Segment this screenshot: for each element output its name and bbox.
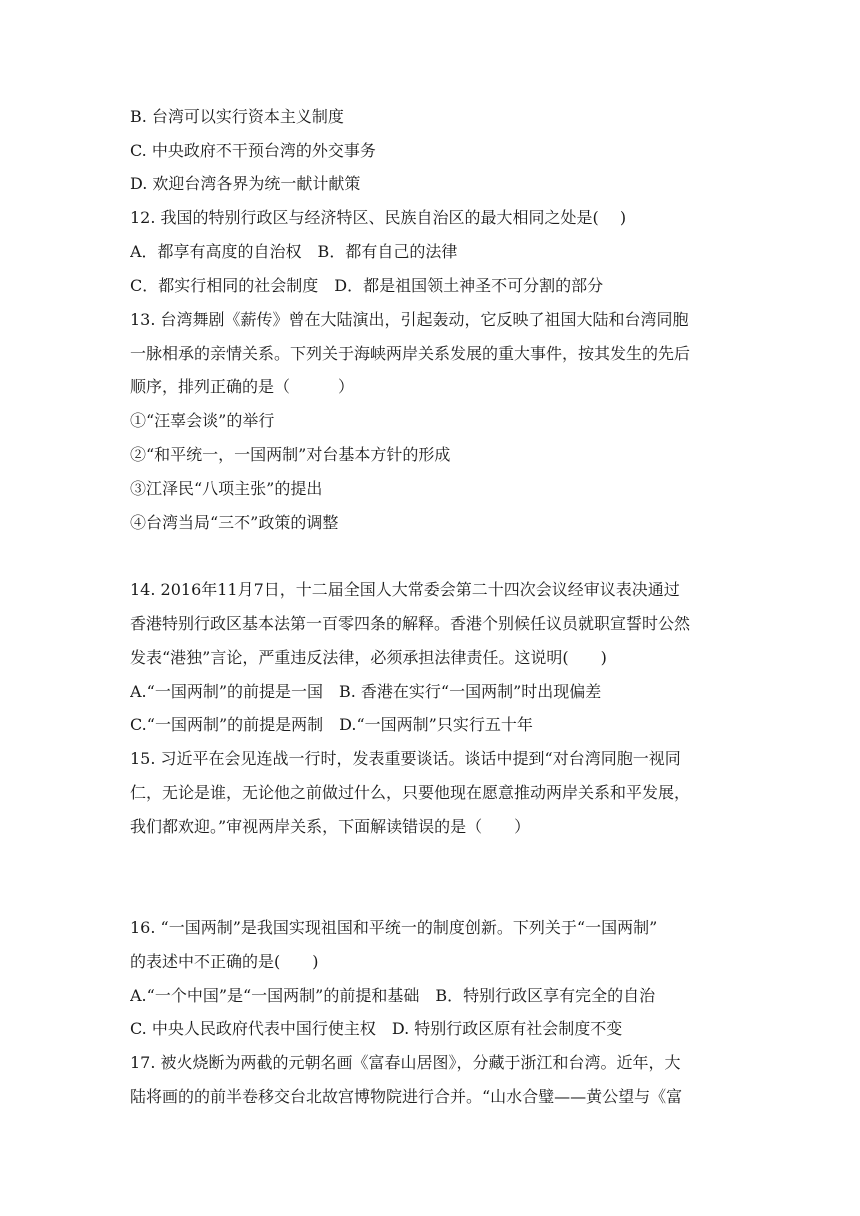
q13-stem-line-1: 13. 台湾舞剧《薪传》曾在大陆演出，引起轰动，它反映了祖国大陆和台湾同胞: [130, 310, 689, 329]
q15-stem-line-3: 我们都欢迎。”审视两岸关系，下面解读错误的是（ ）: [130, 817, 531, 836]
q14-stem-line-3: 发表“港独”言论，严重违反法律，必须承担法律责任。这说明( ): [130, 648, 607, 667]
q13-item-2: ②“和平统一，一国两制”对台基本方针的形成: [130, 445, 451, 464]
q13-stem-line-2: 一脉相承的亲情关系。下列关于海峡两岸关系发展的重大事件，按其发生的先后: [130, 344, 691, 363]
q12-options-ab: A．都享有高度的自治权 B．都有自己的法律: [130, 242, 458, 261]
q13-stem-line-3: 顺序，排列正确的是（ ）: [130, 377, 355, 396]
q15-stem-line-1: 15. 习近平在会见连战一行时，发表重要谈话。谈话中提到“对台湾同胞一视同: [130, 749, 681, 768]
q16-stem-line-2: 的表述中不正确的是( ): [130, 952, 319, 971]
q14-stem-line-2: 香港特别行政区基本法第一百零四条的解释。香港个别候任议员就职宣誓时公然: [130, 614, 691, 633]
q17-stem-line-2: 陆将画的的前半卷移交台北故宫博物院进行合并。“山水合璧——黄公望与《富: [130, 1087, 683, 1106]
q13-item-4: ④台湾当局“三不”政策的调整: [130, 513, 339, 532]
q11-option-c: C. 中央政府不干预台湾的外交事务: [130, 141, 376, 160]
q11-option-b: B. 台湾可以实行资本主义制度: [130, 107, 344, 126]
q12-stem: 12. 我国的特别行政区与经济特区、民族自治区的最大相同之处是( ): [130, 208, 627, 227]
q15-stem-line-2: 仁，无论是谁，无论他之前做过什么，只要他现在愿意推动两岸关系和平发展，: [130, 783, 691, 802]
q12-options-cd: C．都实行相同的社会制度 D．都是祖国领土神圣不可分割的部分: [130, 276, 604, 295]
q14-stem-line-1: 14. 2016年11月7日，十二届全国人大常委会第二十四次会议经审议表决通过: [130, 580, 680, 599]
q17-stem-line-1: 17. 被火烧断为两截的元朝名画《富春山居图》，分藏于浙江和台湾。近年，大: [130, 1053, 681, 1072]
q16-stem-line-1: 16. “一国两制”是我国实现祖国和平统一的制度创新。下列关于“一国两制”: [130, 918, 658, 937]
q13-item-3: ③江泽民“八项主张”的提出: [130, 479, 323, 498]
q14-options-ab: A.“一国两制”的前提是一国 B. 香港在实行“一国两制”时出现偏差: [130, 682, 602, 701]
q11-option-d: D. 欢迎台湾各界为统一献计献策: [130, 174, 361, 193]
q16-options-cd: C. 中央人民政府代表中国行使主权 D. 特别行政区原有社会制度不变: [130, 1019, 623, 1038]
q14-options-cd: C.“一国两制”的前提是两制 D.“一国两制”只实行五十年: [130, 715, 533, 734]
q13-item-1: ①“汪辜会谈”的举行: [130, 411, 275, 430]
q16-options-ab: A.“一个中国”是“一国两制”的前提和基础 B．特别行政区享有完全的自治: [130, 986, 656, 1005]
